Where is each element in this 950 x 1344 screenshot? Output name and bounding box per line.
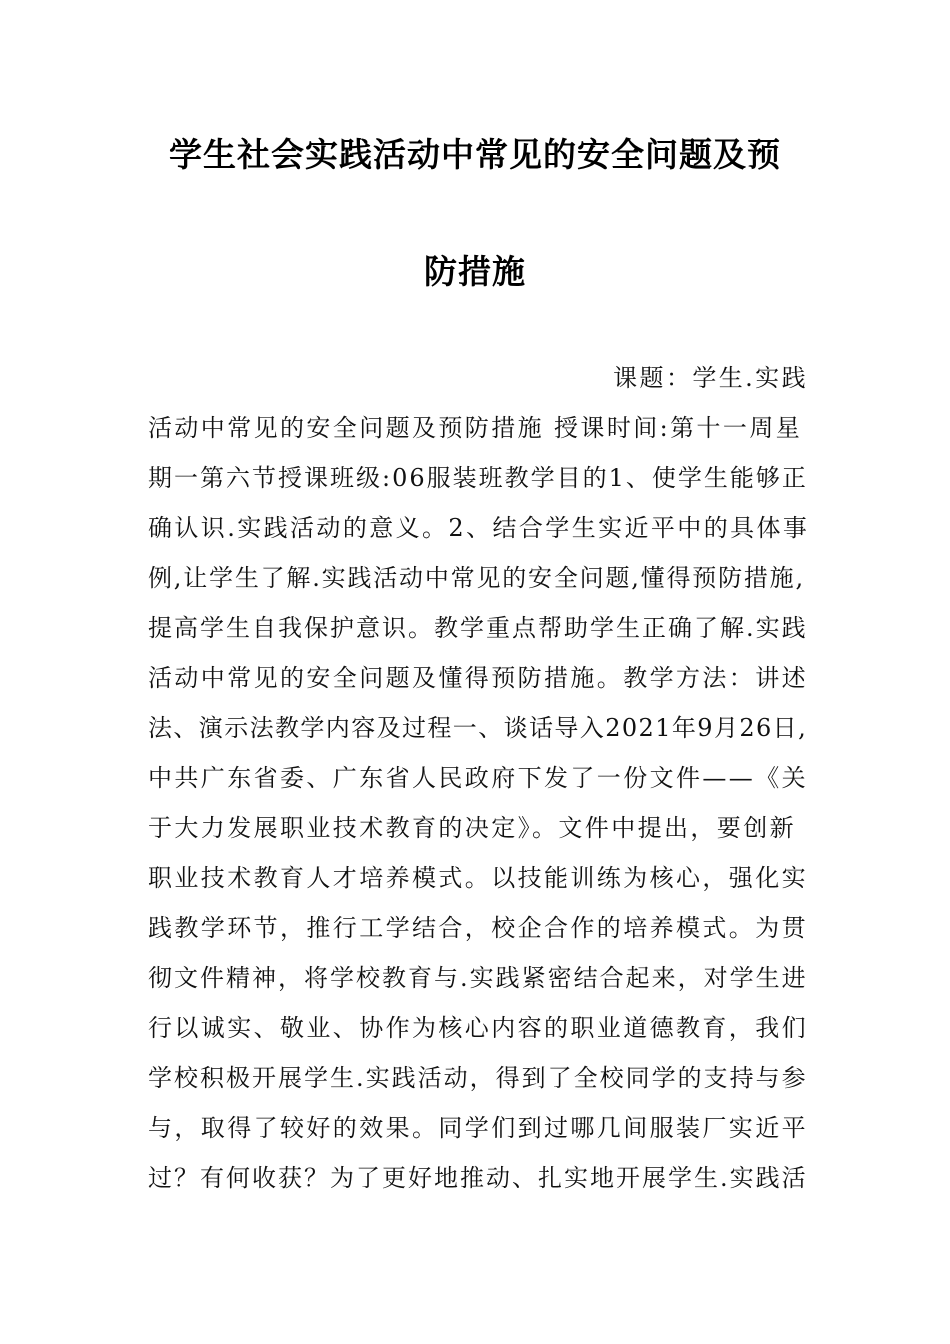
body-line: 确认识.实践活动的意义。2、结合学生实近平中的具体事 <box>148 514 810 542</box>
document-title-line-1: 学生社会实践活动中常见的安全问题及预 <box>169 135 781 174</box>
body-line: 例,让学生了解.实践活动中常见的安全问题,懂得预防措施, <box>148 564 805 592</box>
body-line: 于大力发展职业技术教育的决定》。文件中提出，要创新 <box>148 814 796 842</box>
body-line: 中共广东省委、广东省人民政府下发了一份文件——《关 <box>148 764 808 792</box>
body-line: 法、演示法教学内容及过程一、谈话导入2021年9月26日, <box>148 714 808 742</box>
body-line: 与，取得了较好的效果。同学们到过哪几间服装厂实近平 <box>148 1114 808 1142</box>
body-line: 活动中常见的安全问题及懂得预防措施。教学方法：讲述 <box>148 664 808 692</box>
body-line: 学校积极开展学生.实践活动，得到了全校同学的支持与参 <box>148 1064 808 1092</box>
body-line-subject: 课题：学生.实践 <box>613 364 808 392</box>
body-line: 践教学环节，推行工学结合，校企合作的培养模式。为贯 <box>148 914 808 942</box>
body-line: 职业技术教育人才培养模式。以技能训练为核心，强化实 <box>148 864 808 892</box>
body-line: 过？有何收获？为了更好地推动、扎实地开展学生.实践活 <box>148 1164 808 1192</box>
body-line: 期一第六节授课班级:06服装班教学目的1、使学生能够正 <box>148 464 808 492</box>
body-line: 提高学生自我保护意识。教学重点帮助学生正确了解.实践 <box>148 614 808 642</box>
document-title-line-2: 防措施 <box>424 252 526 291</box>
body-line: 行以诚实、敬业、协作为核心内容的职业道德教育，我们 <box>148 1014 808 1042</box>
body-line: 活动中常见的安全问题及预防措施 授课时间:第十一周星 <box>148 414 803 442</box>
body-line: 彻文件精神，将学校教育与.实践紧密结合起来，对学生进 <box>148 964 808 992</box>
